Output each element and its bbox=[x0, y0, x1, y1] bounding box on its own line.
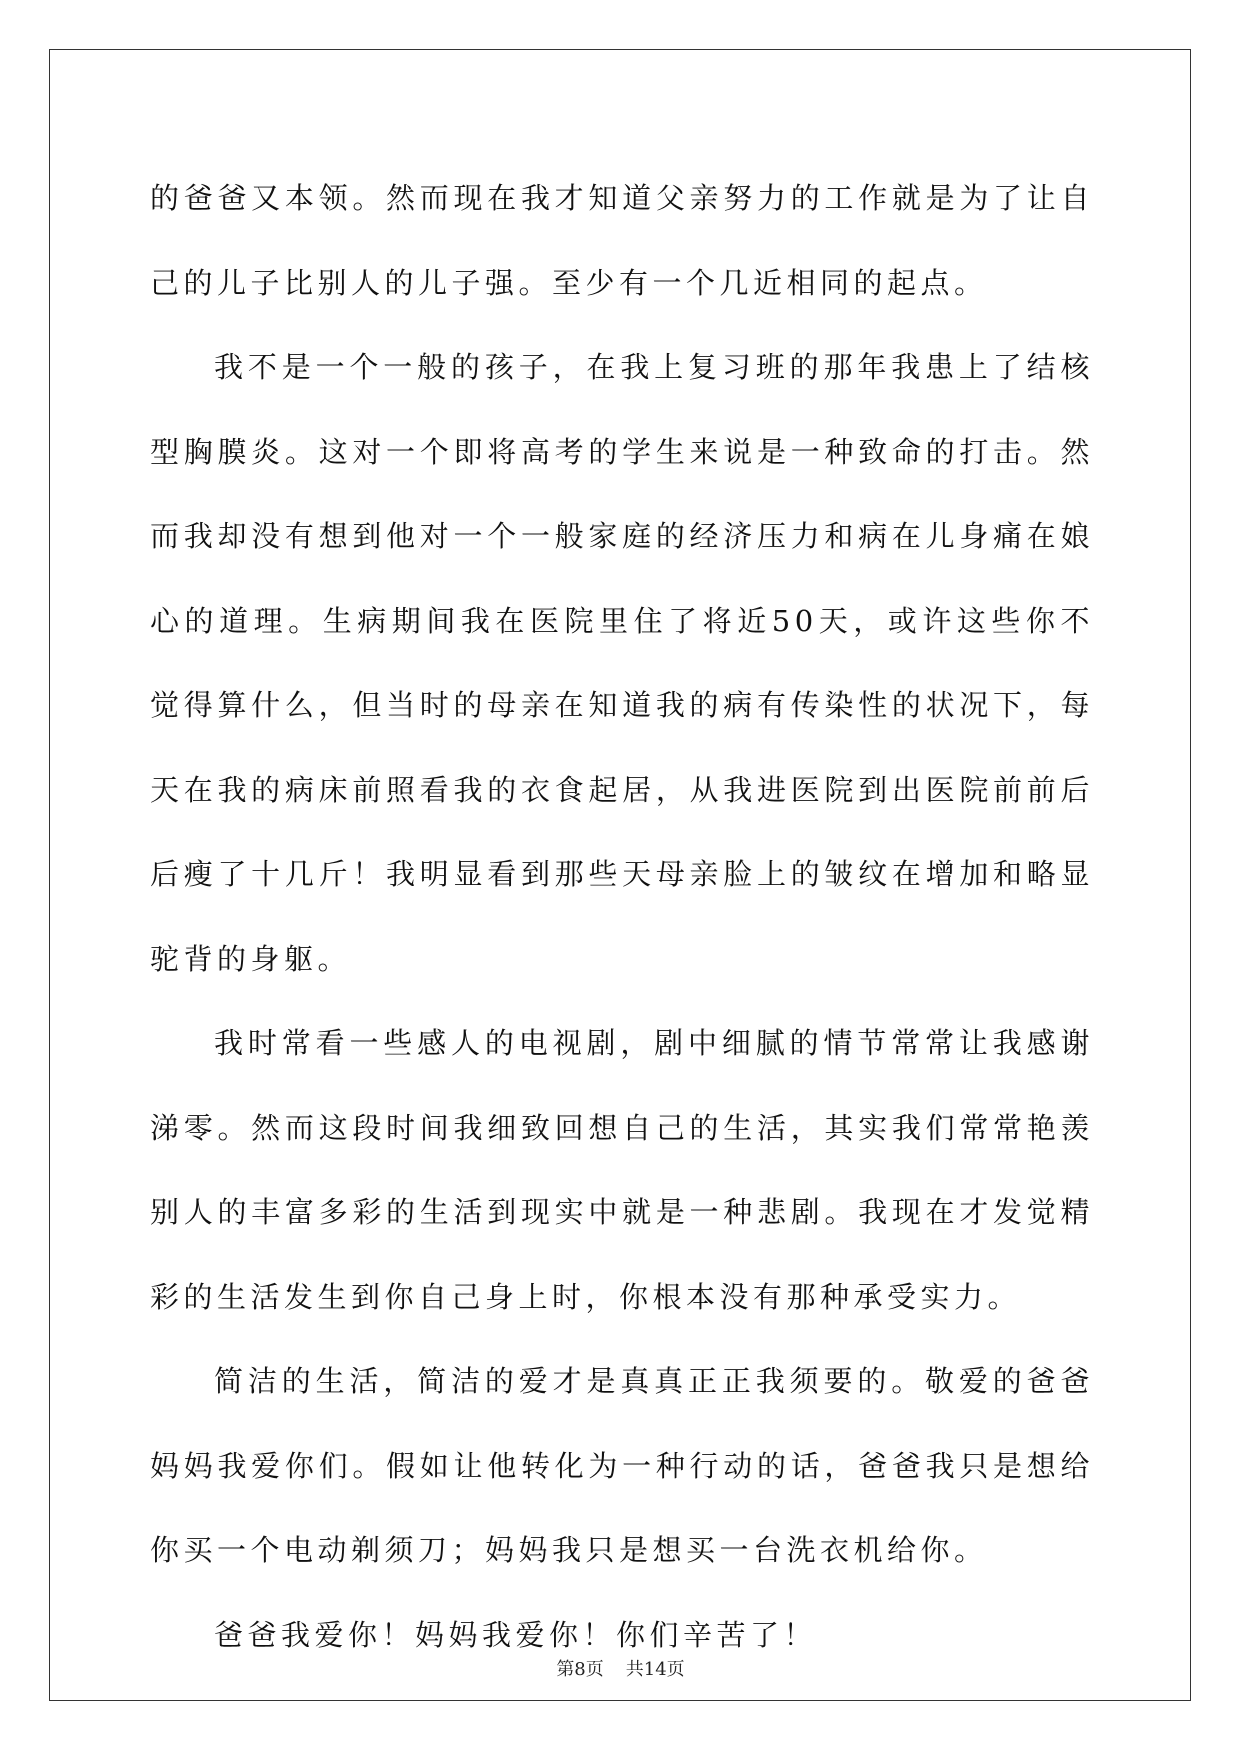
document-body bbox=[150, 156, 1094, 1677]
paragraph-4: 简洁的生活，简洁的爱才是真真正正我须要的。敬爱的爸爸妈妈我爱你们。假如让他转化为一种行动的话，爸爸我只是想给你买一个电动剃须刀；妈妈我只是想买一台洗衣机给你。 bbox=[150, 1364, 1094, 1567]
paragraph-3: 我时常看一些感人的电视剧，剧中细腻的情节常常让我感谢涕零。然而这段时间我细致回想自己的生活，其实我们常常艳羡别人的丰富多彩的生活到现实中就是一种悲剧。我现在才发觉精彩的生活发生到你自己身上时，你根本没有那种承受实力。 bbox=[150, 1026, 1094, 1314]
paragraph-2: 我不是一个一般的孩子，在我上复习班的那年我患上了结核型胸膜炎。这对一个即将高考的学生来说是一种致命的打击。然而我却没有想到他对一个一般家庭的经济压力和病在儿身痛在娘心的道理。生病期间我在医院里住了将近50天，或许这些你不觉得算什么，但当时的母亲在知道我的病有传染性的状况下，每天在我的病床前照看我的衣食起居，从我进医院到出医院前前后后瘦了十几斤！我明显看到那些天母亲脸上的皱纹在增加和略显驼背的身躯。 bbox=[150, 350, 1094, 976]
page-total: 共14页 bbox=[625, 1659, 685, 1680]
page-number: 第8页 bbox=[556, 1659, 604, 1680]
page-footer bbox=[0, 1658, 1241, 1682]
paragraph-5: 爸爸我爱你！妈妈我爱你！你们辛苦了！ bbox=[214, 1617, 818, 1652]
paragraph-1: 的爸爸又本领。然而现在我才知道父亲努力的工作就是为了让自己的儿子比别人的儿子强。至少有一个几近相同的起点。 bbox=[150, 181, 1094, 300]
